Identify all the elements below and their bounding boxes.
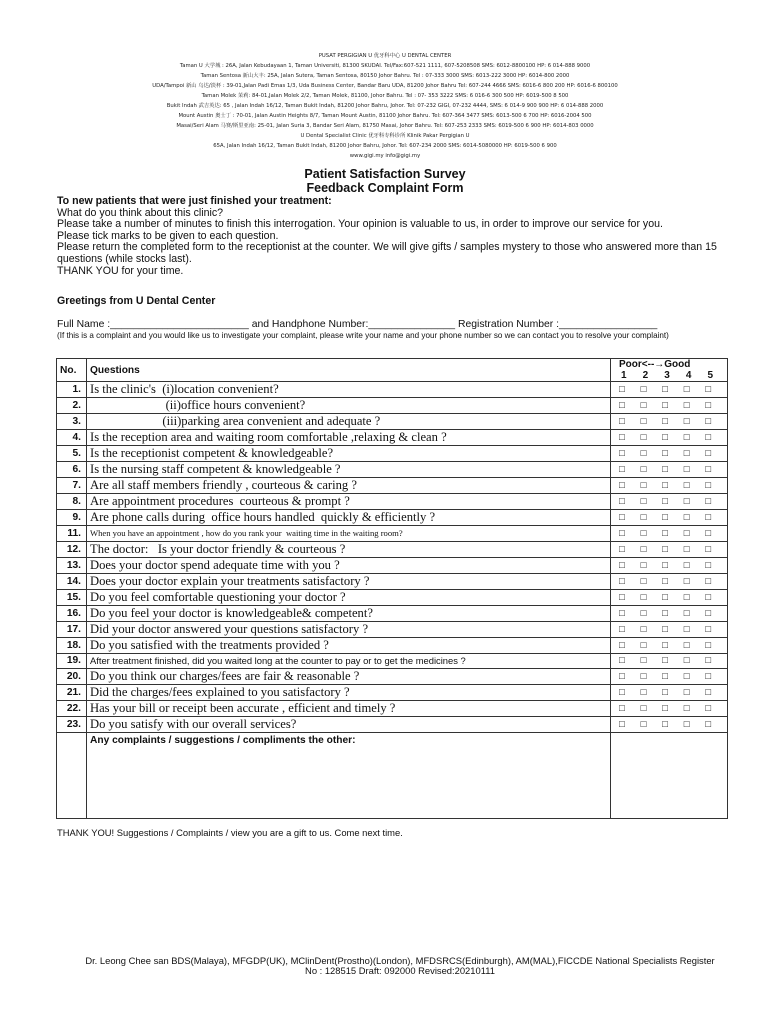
question-number: 7. [57, 478, 87, 494]
rating-checkbox[interactable]: □ [640, 639, 647, 651]
question-text: Are all staff members friendly , courteous & caring ? [87, 478, 611, 494]
question-text: (iii)parking area convenient and adequate ? [87, 414, 611, 430]
question-number: 22. [57, 701, 87, 717]
rating-checkbox[interactable]: □ [640, 687, 647, 699]
rating-checkbox[interactable]: □ [683, 448, 690, 459]
rating-checkbox[interactable]: □ [662, 719, 668, 731]
table-header-row [57, 359, 728, 382]
rating-checkbox[interactable]: □ [640, 480, 647, 491]
rating-cell [611, 478, 728, 494]
question-text: Does your doctor spend adequate time with you ? [87, 557, 611, 573]
rating-cell [611, 621, 728, 637]
rating-checkbox[interactable]: □ [640, 512, 647, 523]
rating-cell [611, 414, 728, 430]
question-row [57, 414, 728, 430]
rating-cell [611, 510, 728, 526]
rating-checkbox[interactable]: □ [640, 559, 647, 571]
rating-checkbox[interactable]: □ [619, 464, 625, 475]
question-number: 11. [57, 526, 87, 542]
question-text: Do you feel your doctor is knowledgeable& competent? [87, 605, 611, 621]
rating-checkbox[interactable]: □ [640, 416, 647, 427]
rating-checkbox[interactable]: □ [662, 591, 668, 603]
question-text: Do you satisfied with the treatments provided ? [87, 637, 611, 653]
rating-cell [611, 669, 728, 685]
rating-checkbox[interactable]: □ [619, 703, 625, 715]
rating-checkbox[interactable]: □ [640, 575, 647, 587]
rating-checkbox[interactable]: □ [640, 527, 647, 539]
rating-checkbox[interactable]: □ [662, 464, 668, 475]
scale-number: 4 [685, 370, 692, 381]
question-text: Do you think our charges/fees are fair & reasonable ? [87, 669, 611, 685]
question-row [57, 621, 728, 637]
rating-checkbox[interactable]: □ [705, 607, 711, 619]
rating-checkboxes [619, 624, 711, 635]
rating-cell [611, 526, 728, 542]
rating-cell [611, 494, 728, 510]
rating-checkboxes [619, 400, 711, 411]
rating-checkboxes [619, 544, 711, 555]
rating-checkbox[interactable]: □ [683, 559, 690, 571]
rating-checkboxes [619, 687, 711, 698]
rating-checkboxes [619, 448, 711, 459]
question-number: 5. [57, 446, 87, 462]
question-row [57, 573, 728, 589]
clinic-header-title: PUSAT PERGIGIAN U 优牙科中心 U DENTAL CENTER [318, 53, 452, 59]
question-number: 14. [57, 573, 87, 589]
question-row [57, 478, 728, 494]
rating-checkbox[interactable]: □ [683, 432, 690, 443]
rating-checkbox[interactable]: □ [662, 512, 668, 523]
rating-checkbox[interactable]: □ [662, 416, 668, 427]
branch-address-line: Taman Sentosa 新山大丰: 25A, Jalan Sutera, Taman Sentosa, 80150 Johor Bahru. Tel : 07-333 3000 SMS: 6013-222 3000 HP: 6014-800 2000 [200, 73, 570, 79]
rating-checkboxes [619, 528, 711, 539]
rating-checkbox[interactable]: □ [705, 464, 711, 475]
question-number: 20. [57, 669, 87, 685]
comments-row [57, 733, 728, 819]
question-row [57, 557, 728, 573]
rating-checkbox[interactable]: □ [705, 575, 711, 587]
question-text: (ii)office hours convenient? [87, 398, 611, 414]
rating-checkbox[interactable]: □ [619, 480, 625, 491]
website-email-line: www.gigi.my info@gigi.my [349, 153, 421, 159]
question-text: Did your doctor answered your questions satisfactory ? [87, 621, 611, 637]
question-text: Are phone calls during office hours handled quickly & efficiently ? [87, 510, 611, 526]
rating-checkbox[interactable]: □ [619, 671, 625, 683]
rating-checkbox[interactable]: □ [705, 719, 711, 731]
question-number: 15. [57, 589, 87, 605]
branch-address-line: Mount Austin 奥士丁 : 70-01, Jalan Austin Heights 8/7, Taman Mount Austin, 81100 Johor Bahru. Tel: 607-364 3477 SMS: 6013-500 6 700 HP: 6016-2004 500 [178, 113, 592, 119]
rating-checkbox[interactable]: □ [619, 432, 625, 443]
personal-details-fields[interactable]: Full Name :________________________ and Handphone Number:_______________ Registration Number :_________________ [57, 319, 658, 330]
question-number: 16. [57, 605, 87, 621]
question-row [57, 589, 728, 605]
question-text: The doctor: Is your doctor friendly & courteous ? [87, 541, 611, 557]
question-text: Is the receptionist competent & knowledgeable? [87, 446, 611, 462]
question-row [57, 605, 728, 621]
rating-checkbox[interactable]: □ [662, 655, 668, 667]
question-number: 9. [57, 510, 87, 526]
greeting: Greetings from U Dental Center [57, 295, 216, 307]
intro-heading: To new patients that were just finished your treatment: [57, 195, 332, 207]
rating-checkbox[interactable]: □ [705, 591, 711, 603]
question-text: Does your doctor explain your treatments satisfactory ? [87, 573, 611, 589]
rating-checkbox[interactable]: □ [705, 496, 711, 507]
rating-checkbox[interactable]: □ [619, 559, 625, 571]
rating-checkbox[interactable]: □ [619, 655, 625, 667]
rating-checkbox[interactable]: □ [662, 496, 668, 507]
rating-checkboxes [619, 671, 711, 682]
rating-checkbox[interactable]: □ [619, 607, 625, 619]
specialist-clinic-line: U Dental Specialist Clinic 优牙科专科诊所 Klinik Pakar Pergigian U [300, 133, 470, 139]
rating-checkbox[interactable]: □ [683, 607, 690, 619]
rating-checkbox[interactable]: □ [683, 671, 690, 683]
rating-checkbox[interactable]: □ [683, 400, 690, 411]
intro-line: Please return the completed form to the receptionist at the counter. We will give gifts / samples mystery to those who answered more than 15 questions (while stocks last). [57, 241, 717, 265]
rating-checkbox[interactable]: □ [619, 719, 625, 731]
rating-checkbox[interactable]: □ [662, 400, 668, 411]
rating-scale-header [611, 359, 728, 382]
branch-address-line: Bukit Indah 武吉英达: 65 , Jalan Indah 16/12, Taman Bukit Indah, 81200 Johor Bahru, Johor. Tel: 07-232 GIGI, 07-232 4444, SMS: 6 014-9 900 900 HP: 6 014-888 2000 [166, 103, 604, 109]
form-title: Feedback Complaint Form [306, 181, 464, 195]
rating-checkbox[interactable]: □ [662, 575, 668, 587]
rating-checkbox[interactable]: □ [683, 480, 690, 491]
rating-cell [611, 717, 728, 733]
rating-checkbox[interactable]: □ [705, 416, 711, 427]
rating-cell [611, 462, 728, 478]
question-row [57, 382, 728, 398]
question-number: 3. [57, 414, 87, 430]
rating-checkbox[interactable]: □ [640, 671, 647, 683]
rating-checkbox[interactable]: □ [662, 687, 668, 699]
rating-cell [611, 685, 728, 701]
rating-checkbox[interactable]: □ [705, 432, 711, 443]
scale-number: 5 [707, 370, 713, 381]
rating-cell [611, 446, 728, 462]
rating-checkbox[interactable]: □ [619, 575, 625, 587]
rating-checkbox[interactable]: □ [705, 655, 711, 667]
rating-checkbox[interactable]: □ [640, 719, 647, 731]
rating-checkboxes [619, 416, 711, 427]
rating-checkbox[interactable]: □ [619, 448, 625, 459]
question-number: 8. [57, 494, 87, 510]
branch-address-line: Taman Molek 茉莉: 84-01,Jalan Molek 2/2, Taman Molek, 81100, Johor Bahru. Tel : 07- 353 3222 SMS: 6 016-6 300 500 HP: 6019-500 8 500 [201, 93, 569, 99]
rating-checkboxes [619, 703, 711, 714]
rating-checkboxes [619, 384, 711, 395]
rating-checkbox[interactable]: □ [662, 384, 668, 395]
rating-checkbox[interactable]: □ [705, 384, 711, 395]
question-row [57, 541, 728, 557]
intro-block [57, 196, 737, 277]
scale-label: Poor<--→Good [619, 359, 691, 370]
rating-checkbox[interactable]: □ [662, 432, 668, 443]
rating-cell [611, 573, 728, 589]
rating-checkbox[interactable]: □ [619, 591, 625, 603]
question-row [57, 398, 728, 414]
rating-checkbox[interactable]: □ [683, 543, 690, 555]
rating-checkboxes [619, 480, 711, 491]
document-revision: No : 128515 Draft: 092000 Revised:20210111 [305, 965, 495, 976]
rating-checkbox[interactable]: □ [705, 543, 711, 555]
questions-table [56, 358, 728, 819]
comments-rating-cell [611, 733, 728, 819]
rating-checkbox[interactable]: □ [662, 607, 668, 619]
question-row [57, 462, 728, 478]
rating-checkboxes [619, 512, 711, 523]
specialist-address-line: 65A, Jalan Indah 16/12, Taman Bukit Indah, 81200 Johor Bahru, Johor. Tel: 607-234 2000 SMS: 6014-5080000 HP: 6019-500 6 900 [213, 143, 557, 149]
question-row [57, 669, 728, 685]
rating-checkboxes [619, 496, 711, 507]
comments-cell[interactable] [87, 733, 611, 819]
rating-checkbox[interactable]: □ [683, 464, 690, 475]
rating-checkboxes [619, 560, 711, 571]
question-text: Do you feel comfortable questioning your doctor ? [87, 589, 611, 605]
question-number: 19. [57, 653, 87, 669]
rating-checkbox[interactable]: □ [619, 400, 625, 411]
rating-checkbox[interactable]: □ [662, 703, 668, 715]
rating-checkbox[interactable]: □ [683, 703, 690, 715]
question-rows [57, 382, 728, 733]
question-number: 4. [57, 430, 87, 446]
rating-checkboxes [619, 640, 711, 651]
rating-checkbox[interactable]: □ [683, 575, 690, 587]
rating-checkbox[interactable]: □ [640, 464, 647, 475]
question-text: Is the reception area and waiting room comfortable ,relaxing & clean ? [87, 430, 611, 446]
rating-checkboxes [619, 592, 711, 603]
scale-numbers [619, 370, 713, 381]
rating-checkboxes [619, 432, 711, 443]
rating-checkbox[interactable]: □ [705, 480, 711, 491]
intro-line: What do you think about this clinic? [57, 206, 224, 219]
rating-cell [611, 382, 728, 398]
branch-address-line: Masai/Seri Alam 马赛/斯里亚南: 25-01, Jalan Suria 3, Bandar Seri Alam, 81750 Masai, Johor Bahru. Tel: 607-253 2333 SMS: 6019-500 6 900 HP: 6014-803 0000 [176, 123, 594, 129]
rating-checkbox[interactable]: □ [705, 400, 711, 411]
question-row [57, 637, 728, 653]
doctor-credentials: Dr. Leong Chee san BDS(Malaya), MFGDP(UK), MClinDent(Prostho)(London), MFDSRCS(Edinburgh), AM(MAL),FICCDE National Specialists Register [85, 955, 715, 966]
rating-checkbox[interactable]: □ [705, 687, 711, 699]
rating-checkbox[interactable]: □ [705, 671, 711, 683]
rating-checkbox[interactable]: □ [619, 687, 625, 699]
rating-cell [611, 557, 728, 573]
question-number: 18. [57, 637, 87, 653]
rating-checkbox[interactable]: □ [662, 480, 668, 491]
question-row [57, 685, 728, 701]
number-column-header: No. [57, 359, 87, 382]
comments-label: Any complaints / suggestions / compliments the other: [90, 735, 356, 747]
intro-line: Please take a number of minutes to finish this interrogation. Your opinion is valuable to us, in order to improve our service for you. [57, 218, 663, 231]
rating-checkbox[interactable]: □ [683, 527, 690, 539]
rating-checkbox[interactable]: □ [640, 655, 647, 667]
rating-checkbox[interactable]: □ [640, 400, 647, 411]
rating-checkbox[interactable]: □ [640, 623, 647, 635]
question-row [57, 701, 728, 717]
rating-cell [611, 605, 728, 621]
rating-checkbox[interactable]: □ [662, 559, 668, 571]
rating-checkbox[interactable]: □ [640, 432, 647, 443]
question-text: Is the nursing staff competent & knowledgeable ? [87, 462, 611, 478]
rating-checkbox[interactable]: □ [640, 703, 647, 715]
rating-checkbox[interactable]: □ [683, 639, 690, 651]
rating-checkbox[interactable]: □ [705, 703, 711, 715]
rating-checkbox[interactable]: □ [705, 639, 711, 651]
question-text: After treatment finished, did you waited long at the counter to pay or to get the medicines ? [87, 653, 611, 669]
thank-you-note: THANK YOU! Suggestions / Complaints / view you are a gift to us. Come next time. [57, 827, 403, 838]
rating-checkbox[interactable]: □ [662, 623, 668, 635]
rating-checkbox[interactable]: □ [640, 384, 647, 395]
comments-number-cell [57, 733, 87, 819]
intro-line: THANK YOU for your time. [57, 264, 184, 277]
question-number: 6. [57, 462, 87, 478]
question-text: When you have an appointment , how do you rank your waiting time in the waiting room? [87, 526, 611, 542]
rating-checkbox[interactable]: □ [619, 512, 625, 523]
rating-checkbox[interactable]: □ [683, 416, 690, 427]
question-row [57, 510, 728, 526]
question-number: 21. [57, 685, 87, 701]
scale-number: 1 [621, 370, 627, 381]
rating-cell [611, 430, 728, 446]
question-text: Are appointment procedures courteous & prompt ? [87, 494, 611, 510]
rating-checkbox[interactable]: □ [662, 543, 668, 555]
rating-checkbox[interactable]: □ [683, 655, 690, 667]
rating-checkbox[interactable]: □ [619, 623, 625, 635]
branch-address-line: UDA/Tampoi 新山 乌达/淡杯 : 39-01,Jalan Padi Emas 1/3, Uda Business Center, Bandar Baru UDA, 81200 Johor Bahru Tel: 607-244 4666 SMS: 6016-6 800 200 HP: 6016-6 800100 [152, 83, 618, 89]
rating-cell [611, 701, 728, 717]
rating-checkbox[interactable]: □ [683, 591, 690, 603]
scale-number: 3 [664, 370, 670, 381]
rating-checkbox[interactable]: □ [683, 496, 690, 507]
rating-checkbox[interactable]: □ [619, 416, 625, 427]
question-row [57, 430, 728, 446]
rating-checkbox[interactable]: □ [662, 639, 668, 651]
rating-checkbox[interactable]: □ [705, 512, 711, 523]
question-row [57, 526, 728, 542]
question-row [57, 653, 728, 669]
rating-checkbox[interactable]: □ [662, 527, 668, 539]
scale-number: 2 [642, 370, 649, 381]
rating-checkbox[interactable]: □ [619, 543, 625, 555]
rating-checkbox[interactable]: □ [662, 671, 668, 683]
rating-checkbox[interactable]: □ [640, 496, 647, 507]
rating-checkbox[interactable]: □ [683, 512, 690, 523]
rating-checkbox[interactable]: □ [662, 448, 668, 459]
question-number: 2. [57, 398, 87, 414]
rating-checkbox[interactable]: □ [619, 384, 625, 395]
rating-checkboxes [619, 719, 711, 730]
questions-column-header: Questions [87, 359, 611, 382]
rating-checkbox[interactable]: □ [705, 527, 711, 539]
question-number: 17. [57, 621, 87, 637]
rating-checkbox[interactable]: □ [640, 543, 647, 555]
complaint-note: (If this is a complaint and you would like us to investigate your complaint, please write your name and your phone number so we can contact you to resolve your complaint) [57, 331, 669, 340]
question-row [57, 494, 728, 510]
rating-cell [611, 541, 728, 557]
rating-cell [611, 589, 728, 605]
rating-checkbox[interactable]: □ [640, 591, 647, 603]
question-text: Do you satisfy with our overall services? [87, 717, 611, 733]
survey-title: Patient Satisfaction Survey [304, 167, 466, 181]
rating-checkbox[interactable]: □ [683, 687, 690, 699]
question-number: 1. [57, 382, 87, 398]
intro-line: Please tick marks to be given to each question. [57, 229, 279, 242]
branch-address-line: Taman U 大学城 : 26A, Jalan Kebudayaan 1, Taman Universiti, 81300 SKUDAI. Tel/Fax:607-521 1111, 607-5208508 SMS: 6012-8800100 HP: 6 014-888 9000 [179, 63, 591, 69]
rating-checkbox[interactable]: □ [640, 607, 647, 619]
rating-checkboxes [619, 655, 711, 666]
rating-checkbox[interactable]: □ [619, 496, 625, 507]
rating-checkbox[interactable]: □ [705, 448, 711, 459]
rating-checkbox[interactable]: □ [683, 623, 690, 635]
rating-checkbox[interactable]: □ [683, 719, 690, 731]
question-number: 12. [57, 541, 87, 557]
rating-checkboxes [619, 464, 711, 475]
rating-checkbox[interactable]: □ [619, 639, 625, 651]
question-text: Is the clinic's (i)location convenient? [87, 382, 611, 398]
question-text: Did the charges/fees explained to you satisfactory ? [87, 685, 611, 701]
question-number: 13. [57, 557, 87, 573]
question-number: 23. [57, 717, 87, 733]
rating-checkbox[interactable]: □ [619, 527, 625, 539]
rating-checkboxes [619, 608, 711, 619]
rating-cell [611, 653, 728, 669]
rating-checkbox[interactable]: □ [705, 559, 711, 571]
rating-checkbox[interactable]: □ [683, 384, 690, 395]
rating-checkbox[interactable]: □ [640, 448, 647, 459]
rating-cell [611, 637, 728, 653]
question-text: Has your bill or receipt been accurate , efficient and timely ? [87, 701, 611, 717]
rating-cell [611, 398, 728, 414]
question-row [57, 446, 728, 462]
rating-checkbox[interactable]: □ [705, 623, 711, 635]
question-row [57, 717, 728, 733]
rating-checkboxes [619, 576, 711, 587]
